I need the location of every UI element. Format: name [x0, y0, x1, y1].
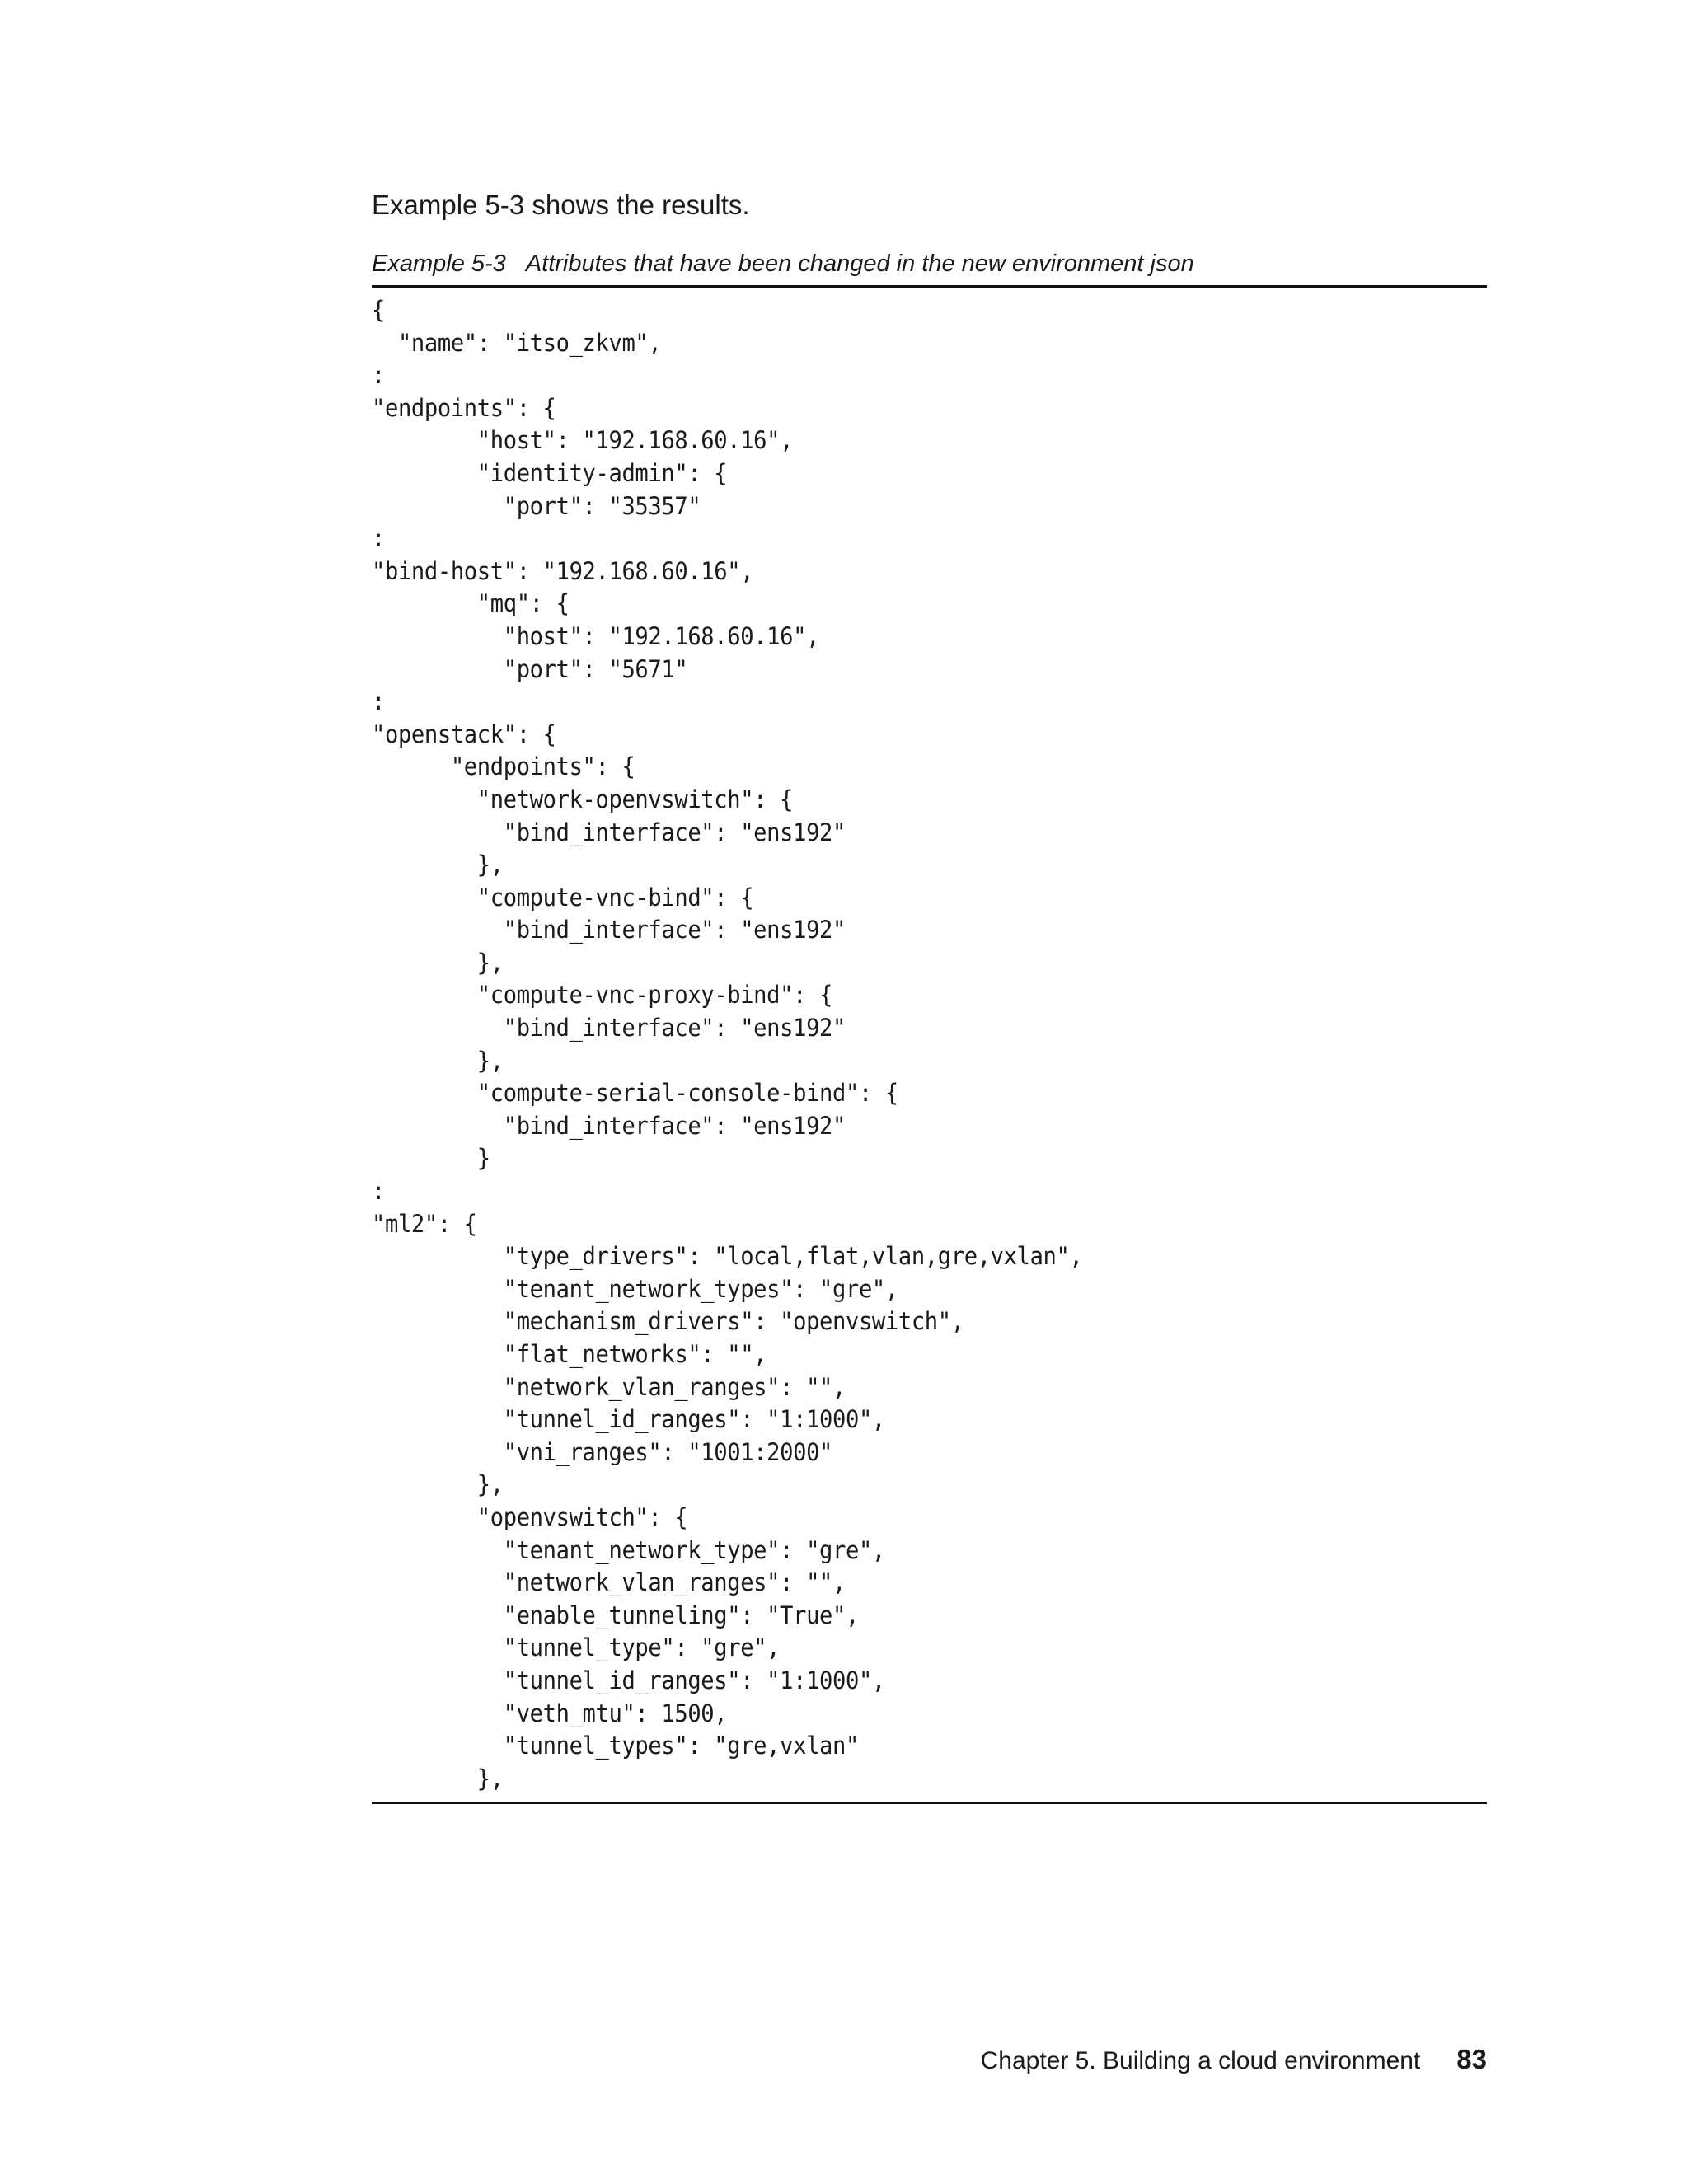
- code-line: "tunnel_id_ranges": "1:1000",: [372, 1666, 885, 1694]
- code-line: "compute-vnc-bind": {: [372, 883, 754, 912]
- code-line: "ml2": {: [372, 1209, 477, 1238]
- page-number: 83: [1456, 2044, 1487, 2074]
- code-line: }: [372, 1144, 490, 1173]
- code-line: "bind_interface": "ens192": [372, 818, 846, 846]
- example-caption: [372, 247, 1194, 280]
- code-line: },: [372, 851, 504, 879]
- code-line: "tenant_network_type": "gre",: [372, 1535, 885, 1564]
- code-line: "tunnel_type": "gre",: [372, 1633, 781, 1662]
- code-line: "identity-admin": {: [372, 458, 728, 487]
- code-line: "port": "35357": [372, 491, 701, 520]
- code-line: "bind_interface": "ens192": [372, 916, 846, 944]
- code-line: :: [372, 361, 385, 390]
- code-line: "veth_mtu": 1500,: [372, 1699, 728, 1727]
- code-line: },: [372, 948, 504, 977]
- code-line: },: [372, 1046, 504, 1075]
- example-caption-title: Attributes that have been changed in the new environment json: [525, 251, 1194, 277]
- code-line: "bind_interface": "ens192": [372, 1111, 846, 1140]
- code-line: "host": "192.168.60.16",: [372, 621, 820, 650]
- code-line: "vni_ranges": "1001:2000": [372, 1437, 833, 1466]
- code-line: "mq": {: [372, 589, 570, 618]
- code-line: {: [372, 296, 385, 324]
- code-line: "openvswitch": {: [372, 1502, 688, 1531]
- code-line: "type_drivers": "local,flat,vlan,gre,vxlan",: [372, 1242, 1083, 1271]
- code-line: "network_vlan_ranges": "",: [372, 1568, 846, 1597]
- code-line: },: [372, 1470, 504, 1499]
- code-line: "port": "5671": [372, 654, 688, 683]
- code-block: [372, 294, 1082, 1795]
- code-line: "bind-host": "192.168.60.16",: [372, 556, 754, 585]
- code-line: "tunnel_types": "gre,vxlan": [372, 1732, 859, 1760]
- example-caption-label: Example 5-3: [372, 251, 506, 277]
- code-line: },: [372, 1764, 504, 1793]
- page-footer: [981, 2041, 1487, 2079]
- code-line: "bind_interface": "ens192": [372, 1014, 846, 1043]
- code-bottom-rule: [372, 1802, 1487, 1804]
- intro-paragraph: Example 5-3 shows the results.: [372, 190, 750, 220]
- code-line: "enable_tunneling": "True",: [372, 1601, 859, 1629]
- code-line: "endpoints": {: [372, 393, 556, 422]
- code-line: "compute-vnc-proxy-bind": {: [372, 981, 833, 1010]
- code-line: "name": "itso_zkvm",: [372, 328, 662, 357]
- code-line: "host": "192.168.60.16",: [372, 426, 794, 455]
- code-line: "mechanism_drivers": "openvswitch",: [372, 1307, 964, 1336]
- code-line: "compute-serial-console-bind": {: [372, 1079, 898, 1108]
- code-line: "endpoints": {: [372, 752, 635, 781]
- code-line: "network_vlan_ranges": "",: [372, 1372, 846, 1401]
- code-line: "flat_networks": "",: [372, 1340, 767, 1368]
- code-top-rule: [372, 285, 1487, 288]
- code-line: "openstack": {: [372, 719, 556, 748]
- code-line: :: [372, 687, 385, 716]
- code-line: "tunnel_id_ranges": "1:1000",: [372, 1405, 885, 1434]
- footer-chapter-title: Chapter 5. Building a cloud environment: [980, 2047, 1421, 2074]
- code-line: "network-openvswitch": {: [372, 785, 794, 813]
- code-line: :: [372, 1177, 385, 1206]
- code-line: :: [372, 524, 385, 553]
- code-line: "tenant_network_types": "gre",: [372, 1274, 898, 1303]
